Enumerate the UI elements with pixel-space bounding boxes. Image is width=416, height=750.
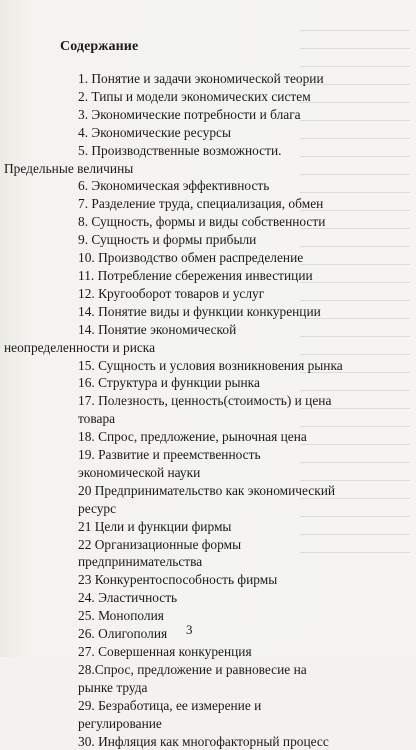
toc-item bbox=[4, 267, 344, 285]
toc-item-text: 20 Предпринимательство как экономический ресурс bbox=[78, 482, 336, 516]
toc-item-text: 21 Цели и функции фирмы bbox=[78, 518, 232, 534]
toc-item-text: 17. Полезность, ценность(стоимость) и цена товара bbox=[78, 393, 332, 427]
toc-item bbox=[4, 374, 344, 392]
toc-item bbox=[4, 643, 344, 661]
toc-item-text: 14. Понятие виды и функции конкуренции bbox=[78, 303, 321, 319]
toc-item bbox=[4, 213, 344, 231]
toc-item bbox=[4, 589, 344, 607]
toc-item bbox=[4, 88, 344, 106]
table-of-contents bbox=[4, 70, 344, 750]
toc-item-text: 12. Кругооборот товаров и услуг bbox=[78, 285, 265, 301]
toc-item-text: 23 Конкурентоспособность фирмы bbox=[78, 572, 278, 588]
toc-item-text: 1. Понятие и задачи экономической теории bbox=[78, 71, 324, 86]
toc-item bbox=[4, 571, 344, 589]
toc-item-text: 30. Инфляция как многофакторный процесс bbox=[78, 733, 329, 749]
toc-item-text: 2. Типы и модели экономических систем bbox=[78, 88, 311, 104]
toc-item bbox=[4, 518, 344, 536]
toc-item-text: 3. Экономические потребности и блага bbox=[78, 106, 301, 122]
toc-item bbox=[4, 249, 344, 267]
page-number: 3 bbox=[186, 622, 193, 637]
toc-item bbox=[4, 177, 344, 195]
toc-item-text: 8. Сущность, формы и виды собственности bbox=[78, 214, 326, 230]
toc-item bbox=[4, 536, 344, 572]
toc-item bbox=[4, 428, 344, 446]
toc-item-text: 15. Сущность и условия возникновения рынка bbox=[78, 357, 343, 373]
toc-item bbox=[4, 446, 344, 482]
toc-item-text: 29. Безработица, ее измерение и регулирование bbox=[78, 697, 262, 731]
toc-item bbox=[4, 231, 344, 249]
toc-item bbox=[4, 607, 344, 625]
toc-item-text: 5. Производственные возможности. Предельные величины bbox=[4, 142, 282, 176]
toc-item bbox=[4, 733, 344, 750]
toc-item bbox=[4, 142, 344, 178]
toc-item-text: 18. Спрос, предложение, рыночная цена bbox=[78, 429, 307, 445]
toc-item-text: 25. Монополия bbox=[78, 608, 164, 624]
toc-item bbox=[4, 661, 344, 697]
toc-item-text: 9. Сущность и формы прибыли bbox=[78, 232, 257, 248]
page-title: Содержание bbox=[60, 39, 139, 54]
toc-item bbox=[4, 195, 344, 213]
toc-item bbox=[4, 285, 344, 303]
toc-item-text: 14. Понятие экономической неопределенности и риска bbox=[4, 321, 237, 355]
toc-item-text: 10. Производство обмен распределение bbox=[78, 250, 304, 266]
toc-item bbox=[4, 697, 344, 733]
toc-item-text: 26. Олигополия bbox=[78, 626, 168, 642]
toc-item-text: 19. Развитие и преемственность экономической науки bbox=[78, 447, 261, 480]
toc-item bbox=[4, 321, 344, 357]
toc-item-text: 27. Совершенная конкуренция bbox=[78, 644, 252, 659]
toc-item bbox=[4, 70, 344, 88]
toc-item-text: 11. Потребление сбережения инвестиции bbox=[78, 267, 313, 283]
toc-item bbox=[4, 106, 344, 124]
toc-item-text: 16. Структура и функции рынка bbox=[78, 375, 260, 391]
toc-item bbox=[4, 482, 344, 518]
toc-item-text: 6. Экономическая эффективность bbox=[78, 178, 270, 194]
toc-item-text: 28.Спрос, предложение и равновесие на рынке труда bbox=[78, 661, 307, 695]
toc-item-text: 4. Экономические ресурсы bbox=[78, 124, 231, 140]
toc-item-text: 22 Организационные формы предпринимательства bbox=[78, 536, 242, 570]
toc-item bbox=[4, 303, 344, 321]
toc-item bbox=[4, 124, 344, 142]
toc-item bbox=[4, 392, 344, 428]
toc-item bbox=[4, 625, 344, 643]
toc-item-text: 7. Разделение труда, специализация, обмен bbox=[78, 196, 324, 212]
toc-item-text: 24. Эластичность bbox=[78, 590, 178, 606]
toc-item bbox=[4, 357, 344, 375]
